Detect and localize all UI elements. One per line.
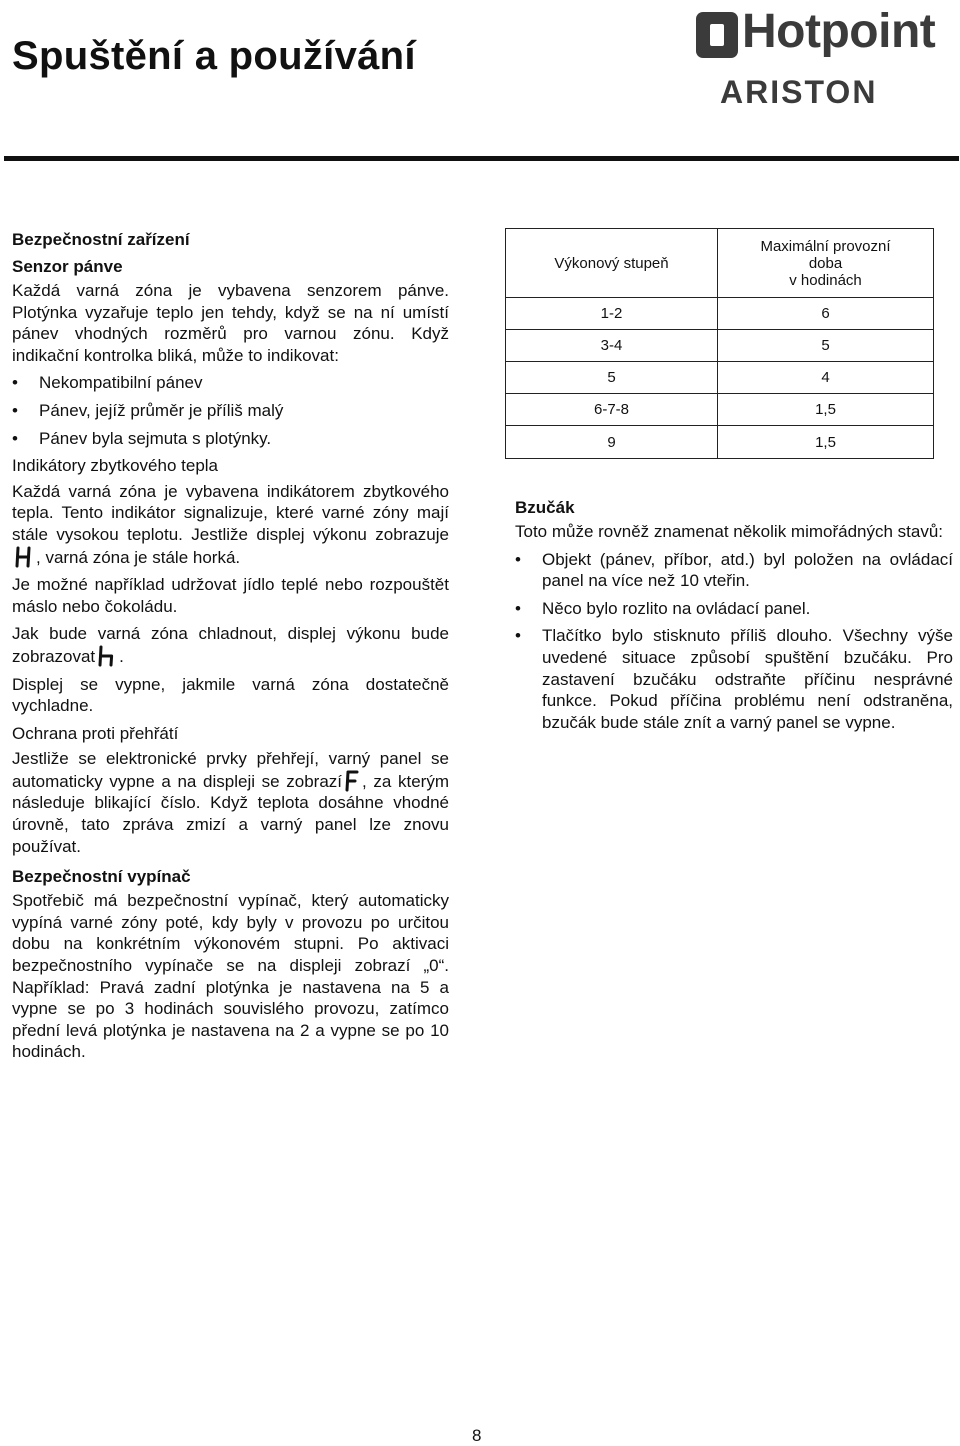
table-header-power-level: Výkonový stupeň	[506, 229, 718, 298]
pan-sensor-text: Každá varná zóna je vybavena senzorem pánve. Plotýnka vyzařuje teplo jen tehdy, když se na ní umístí pánev vhodných rozměrů pro varnou zónu. Když indikační kontrolka bliká, může to indikovat:	[12, 281, 449, 365]
list-item: • Nekompatibilní pánev	[12, 372, 449, 394]
safety-switch-heading: Bezpečnostní vypínač	[12, 867, 191, 887]
residual-heat-paragraph-1	[12, 481, 449, 568]
residual-heat-paragraph-2: Je možné například udržovat jídlo teplé nebo rozpouštět máslo nebo čokoládu.	[12, 575, 449, 616]
overheat-text-after: , za kterým následuje blikající číslo. Když teplota dosáhne vhodné úrovně, tato zpráva zmizí a varný panel lze znovu používat.	[12, 771, 449, 856]
table-row	[506, 330, 934, 362]
brand-mark-icon	[694, 10, 740, 60]
table-cell-level: 6-7-8	[506, 394, 718, 426]
residual-text-after: , varná zóna je stále horká.	[36, 547, 241, 567]
list-item: • Něco bylo rozlito na ovládací panel.	[515, 598, 953, 620]
page-title: Spuštění a používání	[12, 34, 416, 78]
power-duration-table	[505, 228, 934, 459]
pan-sensor-list	[12, 372, 449, 449]
overheat-heading: Ochrana proti přehřátí	[12, 723, 179, 743]
list-item: • Tlačítko bylo stisknuto příliš dlouho. Všechny výše uvedené situace způsobí spuštění bzučáku. Pro zastavení bzučáku odstraňte příčinu nesprávné funkce. Pokud příčina problému není odstraněna, bzučák bude stále znít a varný panel se vypne.	[515, 625, 953, 733]
left-column	[12, 226, 449, 1069]
right-column	[515, 494, 953, 739]
residual-heat-paragraph-4: Displej se vypne, jakmile varná zóna dostatečně vychladne.	[12, 674, 449, 716]
header-line: v hodinách	[789, 271, 862, 289]
overheat-text-before: Jestliže se elektronické prvky přehřejí, varný panel se automaticky vypne a na displeji se zobrazí	[12, 749, 449, 791]
brand-logo	[686, 4, 948, 116]
table-cell-hours: 6	[718, 298, 934, 330]
table-header-row	[506, 229, 934, 298]
cooling-text-after: .	[119, 646, 124, 666]
table-row	[506, 394, 934, 426]
cooling-text-before: Jak bude varná zóna chladnout, displej výkonu bude zobrazovat	[12, 624, 449, 666]
pan-sensor-heading: Senzor pánve	[12, 257, 123, 276]
display-small-h-icon	[98, 645, 116, 667]
beeper-list	[515, 549, 953, 734]
overheat-text	[12, 748, 449, 857]
table-cell-level: 5	[506, 362, 718, 394]
list-item: • Pánev byla sejmuta s plotýnky.	[12, 428, 449, 450]
list-item: • Pánev, jejíž průměr je příliš malý	[12, 400, 449, 422]
beeper-heading: Bzučák	[515, 498, 575, 517]
table-row	[506, 298, 934, 330]
beeper-text: Toto může rovněž znamenat několik mimořádných stavů:	[515, 522, 944, 541]
table-cell-level: 9	[506, 426, 718, 459]
page-number: 8	[472, 1426, 482, 1445]
list-item: • Objekt (pánev, příbor, atd.) byl položen na ovládací panel na více než 10 vteřin.	[515, 549, 953, 592]
table-cell-hours: 1,5	[718, 394, 934, 426]
brand-hotpoint: Hotpoint	[742, 5, 936, 58]
table-header-max-time	[718, 229, 934, 298]
header-line: Maximální provozní	[760, 237, 891, 255]
table-cell-level: 1-2	[506, 298, 718, 330]
safety-devices-heading: Bezpečnostní zařízení	[12, 230, 190, 249]
table-cell-level: 3-4	[506, 330, 718, 362]
header-rule	[4, 156, 959, 161]
display-h-icon	[15, 546, 33, 568]
table-cell-hours: 4	[718, 362, 934, 394]
table-row	[506, 426, 934, 459]
table-row	[506, 362, 934, 394]
brand-ariston: ARISTON	[720, 74, 878, 110]
table-cell-hours: 5	[718, 330, 934, 362]
residual-text-before: Každá varná zóna je vybavena indikátorem zbytkového tepla. Tento indikátor signalizuje, které varné zóny mají stále vysokou teplotu. Jestliže displej výkonu zobrazuje	[12, 481, 449, 544]
residual-heat-paragraph-3	[12, 623, 449, 667]
header-line: doba	[808, 254, 843, 272]
safety-switch-text: Spotřebič má bezpečnostní vypínač, který automaticky vypíná varné zóny poté, kdy byly v provozu po určitou dobu na konkrétním výkonovém stupni. Po aktivaci bezpečnostního vypínače se na displeji zobrazí „0“. Například: Pravá zadní plotýnka je nastavena na 5 a vypne se po 3 hodinách souvislého provozu, zatímco přední levá plotýnka je nastavena na 2 a vypne se po 10 hodinách.	[12, 891, 449, 1062]
table-cell-hours: 1,5	[718, 426, 934, 459]
display-f-icon	[345, 770, 359, 792]
residual-heat-heading: Indikátory zbytkového tepla	[12, 456, 219, 476]
